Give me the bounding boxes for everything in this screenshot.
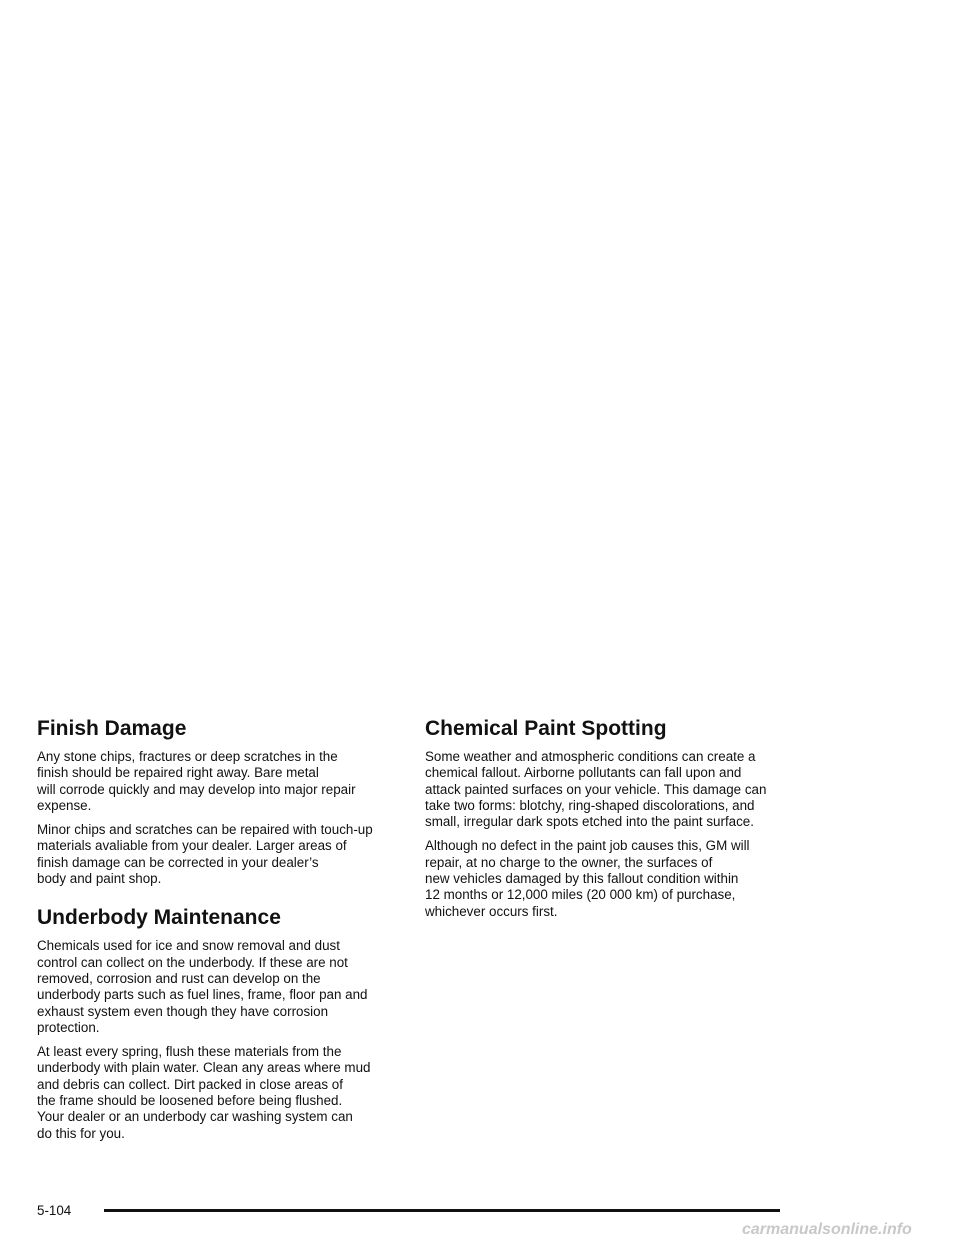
chemical-paint-spotting-paragraph-2: Although no defect in the paint job causes this, GM will repair, at no charge to the owner, the surfaces of new vehicles damaged by this fallout condition within 12 months or 12,000 miles (20 000 km) of purchase, whichever occurs first. — [425, 838, 750, 919]
right-column — [425, 716, 775, 928]
left-column — [37, 716, 403, 1150]
underbody-maintenance-section — [37, 905, 403, 1142]
chemical-paint-spotting-paragraph-1: Some weather and atmospheric conditions can create a chemical fallout. Airborne pollutants can fall upon and attack painted surfaces on your vehicle. This damage can take two forms: blotchy, ring-shaped discolorations, and small, irregular dark spots etched into the paint surface. — [425, 749, 767, 830]
finish-damage-paragraph-2: Minor chips and scratches can be repaired with touch-up materials avaliable from your dealer. Larger areas of finish damage can be corrected in your dealer’s body and paint shop. — [37, 822, 373, 887]
footer-divider — [104, 1209, 780, 1212]
finish-damage-paragraph-1: Any stone chips, fractures or deep scratches in the finish should be repaired right away. Bare metal will corrode quickly and may develop into major repair expense. — [37, 749, 356, 813]
underbody-maintenance-paragraph-1: Chemicals used for ice and snow removal and dust control can collect on the underbody. If these are not removed, corrosion and rust can develop on the underbody parts such as fuel lines, frame, floor pan and exhaust system even though they have corrosion protection. — [37, 938, 368, 1035]
chemical-paint-spotting-section — [425, 716, 775, 920]
finish-damage-section — [37, 716, 403, 887]
underbody-maintenance-heading: Underbody Maintenance — [37, 906, 281, 930]
chemical-paint-spotting-heading: Chemical Paint Spotting — [425, 717, 667, 740]
underbody-maintenance-paragraph-2: At least every spring, flush these materials from the underbody with plain water. Clean any areas where mud and debris can collect. Dirt packed in close areas of the frame should be loosened before being flushed. Your dealer or an underbody car washing system can do this for you. — [37, 1044, 371, 1141]
watermark: carmanualsonline.info — [742, 1221, 912, 1238]
page-number: 5-104 — [37, 1203, 72, 1218]
finish-damage-heading: Finish Damage — [37, 717, 187, 740]
